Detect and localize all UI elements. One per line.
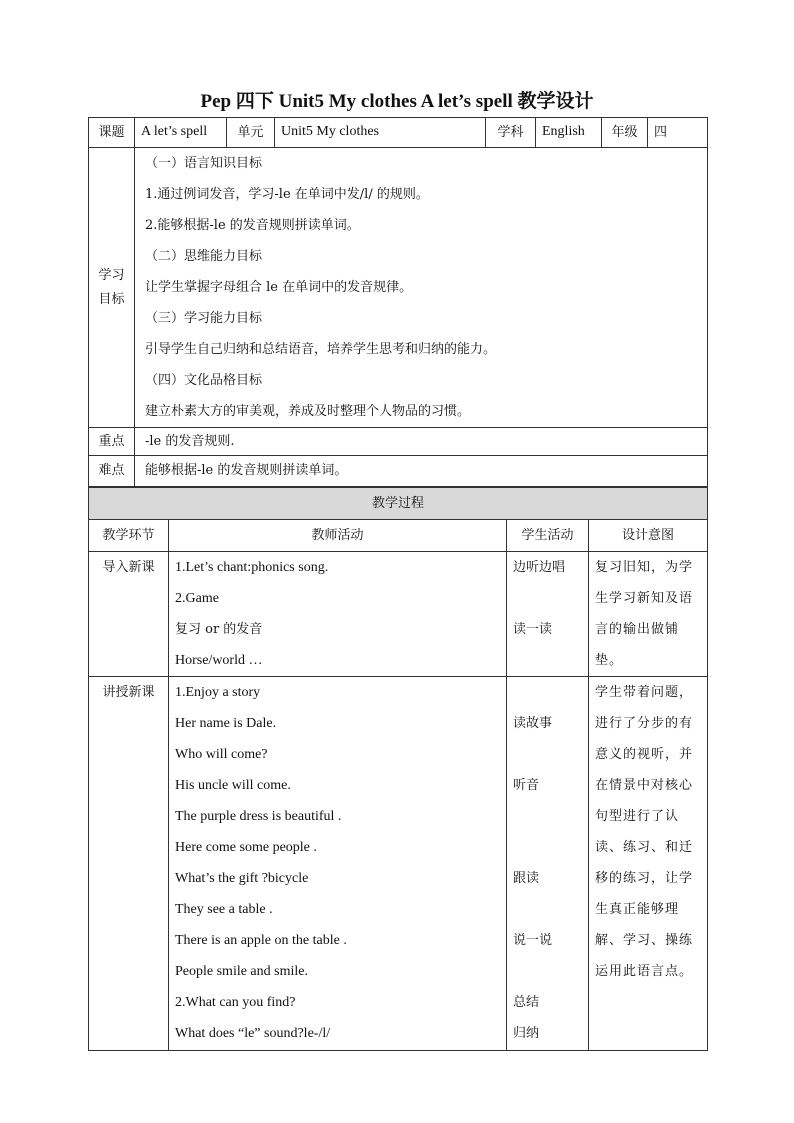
page-title: Pep 四下 Unit5 My clothes A let’s spell 教学设计 — [200, 91, 594, 112]
process-heading-row — [89, 488, 708, 520]
student-line — [513, 677, 582, 708]
teacher-line: 2.Game — [175, 591, 219, 606]
difficulty-value: 能够根据-le 的发音规则拼读单词。 — [135, 456, 708, 487]
danyuan-value: Unit5 My clothes — [275, 118, 486, 148]
teacher-line: They see a table . — [175, 902, 273, 917]
goal-line: 1.通过例词发音，学习-le 在单词中发/l/ 的规则。 — [145, 187, 429, 202]
col-purpose: 设计意图 — [589, 520, 708, 552]
teacher-line: What’s the gift ?bicycle — [175, 871, 309, 886]
goal-line: （一）语言知识目标 — [145, 156, 263, 171]
student-line: 读故事 — [513, 716, 553, 731]
student-line: 听音 — [513, 778, 540, 793]
col-teacher: 教师活动 — [169, 520, 507, 552]
goal-line: 引导学生自己归纳和总结语音，培养学生思考和归纳的能力。 — [145, 342, 497, 357]
key-point-label: 重点 — [89, 428, 135, 456]
teacher-line: What does “le” sound?le-/l/ — [175, 1026, 331, 1041]
keti-value: A let’s spell — [135, 118, 227, 148]
nianji-label: 年级 — [602, 118, 648, 148]
col-stage: 教学环节 — [89, 520, 169, 552]
goal-line: 2.能够根据-le 的发音规则拼读单词。 — [145, 218, 360, 233]
goals-label — [89, 148, 135, 428]
teacher-line: Who will come? — [175, 747, 268, 762]
intro-stage: 导入新课 — [89, 552, 169, 677]
goal-line: 建立朴素大方的审美观，养成及时整理个人物品的习惯。 — [145, 404, 471, 419]
student-line: 归纳 — [513, 1026, 540, 1041]
teacher-line: 1.Let’s chant:phonics song. — [175, 560, 329, 575]
teach-teacher — [169, 677, 507, 1051]
student-line — [513, 832, 582, 863]
student-line: 说一说 — [513, 933, 553, 948]
intro-row — [89, 552, 708, 677]
goal-line: （四）文化品格目标 — [145, 373, 263, 388]
teacher-line: The purple dress is beautiful . — [175, 809, 342, 824]
goal-line: （二）思维能力目标 — [145, 249, 263, 264]
student-line — [513, 645, 582, 676]
student-line — [513, 583, 582, 614]
goals-label-line: 学习 — [98, 267, 125, 283]
teach-row — [89, 677, 708, 1051]
teacher-line: 2.What can you find? — [175, 995, 296, 1010]
intro-teacher — [169, 552, 507, 677]
difficulty-label: 难点 — [89, 456, 135, 487]
difficulty-row — [89, 456, 708, 487]
xueke-label: 学科 — [486, 118, 536, 148]
student-line — [513, 739, 582, 770]
intro-purpose: 复习旧知，为学生学习新知及语言的输出做铺垫。 — [589, 552, 708, 677]
xueke-value: English — [536, 118, 602, 148]
nianji-value: 四 — [648, 118, 708, 148]
student-line — [513, 801, 582, 832]
teach-stage: 讲授新课 — [89, 677, 169, 1051]
process-heading: 教学过程 — [89, 488, 708, 520]
info-table — [88, 117, 708, 487]
student-line: 读一读 — [513, 622, 553, 637]
teacher-line: There is an apple on the table . — [175, 933, 347, 948]
teacher-line: 1.Enjoy a story — [175, 685, 261, 700]
danyuan-label: 单元 — [227, 118, 275, 148]
key-point-row — [89, 428, 708, 456]
goals-content — [135, 148, 708, 428]
intro-student — [507, 552, 589, 677]
teacher-line: His uncle will come. — [175, 778, 291, 793]
goals-row — [89, 148, 708, 428]
teach-student — [507, 677, 589, 1051]
goals-label-line: 目标 — [98, 291, 125, 307]
student-line — [513, 894, 582, 925]
student-line — [513, 956, 582, 987]
process-table — [88, 487, 708, 1051]
teacher-line: Here come some people . — [175, 840, 317, 855]
teacher-line: People smile and smile. — [175, 964, 308, 979]
keti-label: 课题 — [89, 118, 135, 148]
key-point-value: -le 的发音规则. — [135, 428, 708, 456]
student-line: 总结 — [513, 995, 540, 1010]
student-line: 边听边唱 — [513, 560, 566, 575]
process-header-row — [89, 520, 708, 552]
teacher-line: 复习 or 的发音 — [175, 622, 263, 637]
col-student: 学生活动 — [507, 520, 589, 552]
teacher-line: Her name is Dale. — [175, 716, 277, 731]
student-line: 跟读 — [513, 871, 540, 886]
teach-purpose: 学生带着问题，进行了分步的有意义的视听，并在情景中对核心句型进行了认读、练习、和迁移的练习，让学生真正能够理解、学习、操练运用此语言点。 — [589, 677, 708, 1051]
goal-line: （三）学习能力目标 — [145, 311, 263, 326]
info-row — [89, 118, 708, 148]
teacher-line: Horse/world … — [175, 653, 263, 668]
goal-line: 让学生掌握字母组合 le 在单词中的发音规律。 — [145, 280, 413, 295]
